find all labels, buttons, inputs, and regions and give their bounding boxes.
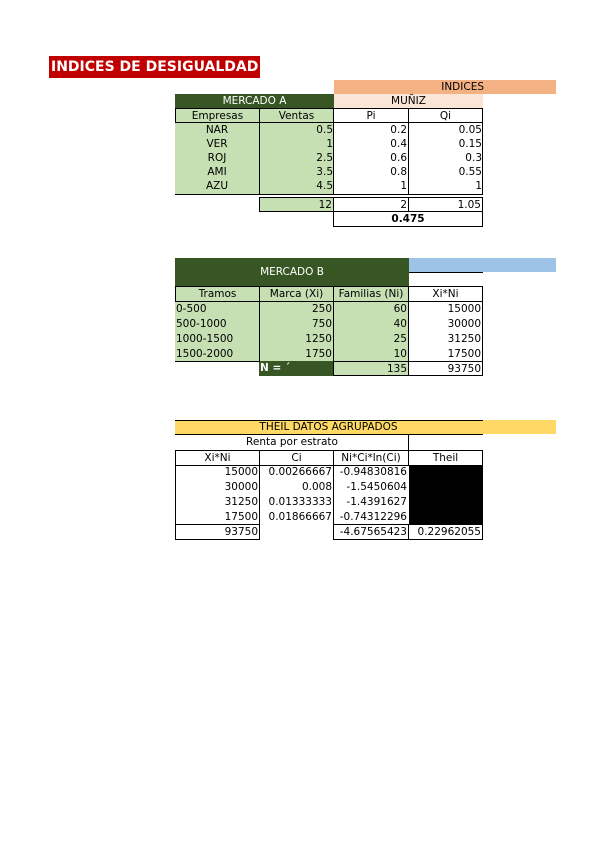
table-row-ci: 0.00266667 — [268, 466, 332, 478]
indices-label: INDICES — [334, 80, 556, 94]
table-row-familias: 25 — [334, 332, 408, 347]
total-pi: 2 — [333, 197, 409, 212]
n-label: N = ´ — [259, 361, 334, 376]
table-row-ci: 0.01333333 — [268, 496, 332, 508]
total-qi: 1.05 — [408, 197, 483, 212]
table-row-val: -1.4391627 — [346, 496, 407, 508]
table-row-xini: 31250 — [224, 496, 258, 508]
method-label: MUÑIZ — [334, 94, 483, 108]
table-row-ci: 0.01866667 — [268, 511, 332, 523]
table-row-ventas: 4.5 — [260, 179, 334, 194]
table-row-tramo: 1000-1500 — [175, 332, 259, 347]
table-row-familias: 60 — [334, 302, 408, 317]
market-a-header: MERCADO A — [175, 94, 334, 108]
table-row-xini: 30000 — [447, 318, 481, 330]
table-row-pi: 1 — [400, 180, 407, 192]
table-row-xini: 15000 — [224, 466, 258, 478]
col-marca: Marca (Xi) — [259, 286, 334, 302]
table-row-val: -1.5450604 — [346, 481, 407, 493]
table-row-marca: 250 — [260, 302, 333, 317]
theil-header: THEIL DATOS AGRUPADOS — [175, 420, 556, 434]
col-familias: Familias (Ni) — [333, 286, 409, 302]
table-row-qi: 0.15 — [458, 138, 482, 150]
col-ventas: Ventas — [259, 108, 334, 123]
col-pi: Pi — [333, 108, 409, 123]
col-qi: Qi — [408, 108, 483, 123]
col-xini: Xi*Ni — [408, 286, 483, 302]
market-b-accent — [409, 258, 556, 272]
table-row-ventas: 1 — [260, 137, 334, 151]
table-row-tramo: 500-1000 — [175, 317, 259, 332]
table-row-familias: 40 — [334, 317, 408, 332]
table-row-qi: 1 — [475, 180, 482, 192]
table-row-marca: 1750 — [260, 347, 333, 361]
theil-index-value: 0.22962055 — [408, 524, 483, 540]
table-row-xini: 15000 — [447, 303, 481, 315]
table-row-xini: 31250 — [447, 333, 481, 345]
theil-subheader: Renta por estrato — [246, 436, 338, 448]
col-ci: Ci — [259, 450, 334, 466]
table-row-ventas: 3.5 — [260, 165, 334, 179]
table-row-xini: 17500 — [224, 511, 258, 523]
page-title: INDICES DE DESIGUALDAD — [49, 56, 260, 78]
table-row-empresa: VER — [175, 137, 259, 151]
table-row-pi: 0.2 — [390, 124, 407, 136]
table-row-empresa: NAR — [175, 123, 259, 137]
table-row-tramo: 1500-2000 — [175, 347, 259, 361]
table-row-xini: 17500 — [447, 348, 481, 360]
table-row-empresa: AZU — [175, 179, 259, 194]
table-row-marca: 1250 — [260, 332, 333, 347]
table-row-qi: 0.55 — [458, 166, 482, 178]
col-tramos: Tramos — [175, 286, 260, 302]
table-row-familias: 10 — [334, 347, 408, 361]
theil-total-val: -4.67565423 — [333, 524, 409, 540]
table-row-tramo: 0-500 — [175, 302, 259, 317]
theil-blacked-cells — [409, 466, 483, 524]
table-row-pi: 0.8 — [390, 166, 407, 178]
table-row-empresa: ROJ — [175, 151, 259, 165]
table-row-qi: 0.3 — [465, 152, 482, 164]
table-row-val: -0.74312296 — [339, 511, 407, 523]
table-row-ventas: 2.5 — [260, 151, 334, 165]
total-familias: 135 — [333, 361, 409, 376]
table-row-empresa: AMI — [175, 165, 259, 179]
muniz-index-value: 0.475 — [333, 211, 483, 227]
table-row-qi: 0.05 — [458, 124, 482, 136]
col-theil-xini: Xi*Ni — [175, 450, 260, 466]
total-ventas: 12 — [259, 197, 334, 212]
col-empresas: Empresas — [175, 108, 260, 123]
table-row-pi: 0.6 — [390, 152, 407, 164]
table-row-pi: 0.4 — [390, 138, 407, 150]
col-nicilnci: Ni*Ci*ln(Ci) — [333, 450, 409, 466]
table-row-ci: 0.008 — [301, 481, 332, 493]
market-b-header: MERCADO B — [175, 258, 409, 286]
table-row-xini: 30000 — [224, 481, 258, 493]
table-row-val: -0.94830816 — [339, 466, 407, 478]
table-row-marca: 750 — [260, 317, 333, 332]
col-theil: Theil — [408, 450, 483, 466]
table-row-ventas: 0.5 — [260, 123, 334, 137]
theil-total-xini: 93750 — [175, 524, 260, 540]
total-xini: 93750 — [408, 361, 483, 376]
